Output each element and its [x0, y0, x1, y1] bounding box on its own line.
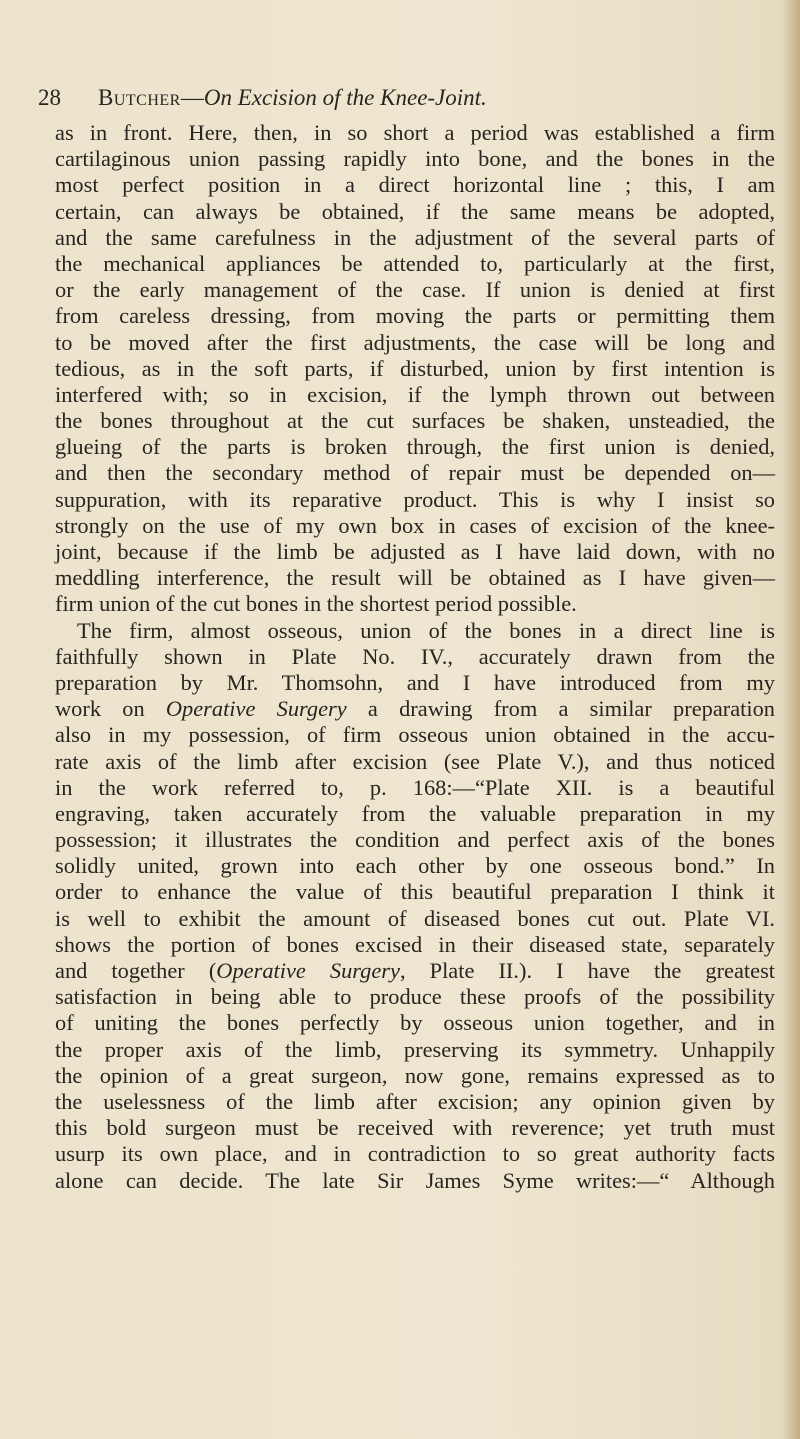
text-line: [55, 199, 775, 225]
text-line: [55, 460, 775, 486]
running-header: [38, 84, 758, 112]
text-segment: firm union of the cut bones in the shortest period possible.: [55, 591, 577, 617]
text-line: [55, 879, 775, 905]
page-number: 28: [38, 85, 61, 110]
text-segment: joint, because if the limb be adjusted as I have laid down, with no: [55, 539, 775, 564]
text-segment: tedious, as in the soft parts, if disturbed, union by first intention is: [55, 355, 775, 381]
text-segment: the uselessness of the limb after excision; any opinion given by: [55, 1088, 775, 1114]
text-line: [55, 513, 775, 539]
text-segment: rate axis of the limb after excision (see Plate V.), and thus noticed: [55, 748, 775, 774]
text-line: [55, 277, 775, 303]
text-line: [55, 172, 775, 198]
text-segment: possession; it illustrates the condition and perfect axis of the bones: [55, 827, 775, 853]
text-segment: is well to exhibit the amount of diseased bones cut out. Plate VI.: [55, 905, 775, 931]
text-segment: this bold surgeon must be received with reverence; yet truth must: [55, 1115, 775, 1141]
text-line: [55, 251, 775, 277]
text-segment: the proper axis of the limb, preserving its symmetry. Unhappily: [55, 1036, 775, 1062]
header-separator: —: [180, 85, 204, 110]
text-line: [55, 749, 775, 775]
text-line: [55, 827, 775, 853]
text-segment: the mechanical appliances be attended to, particularly at the first,: [55, 250, 775, 276]
text-line: [55, 1115, 775, 1141]
text-segment: a drawing from a similar preparation: [346, 696, 775, 722]
text-line: [55, 1141, 775, 1167]
text-segment: and the same carefulness in the adjustment of the several parts of: [55, 224, 775, 250]
text-segment: , Plate II.). I have the greatest: [399, 958, 776, 983]
page-edge-shadow: [784, 0, 800, 1439]
text-line: [55, 722, 775, 748]
text-line: [55, 853, 775, 879]
text-line: [55, 906, 775, 932]
text-segment: or the early management of the case. If union is denied at first: [55, 277, 775, 303]
text-segment: meddling interference, the result will be obtained as I have given—: [55, 565, 775, 591]
text-line: [55, 696, 775, 722]
text-segment: The firm, almost osseous, union of the bones in a direct line is: [77, 617, 775, 643]
text-line: [55, 120, 775, 146]
text-segment: also in my possession, of firm osseous union obtained in the accu-: [55, 722, 775, 748]
text-segment: usurp its own place, and in contradiction to so great authority facts: [55, 1141, 775, 1167]
text-line: [55, 1089, 775, 1115]
text-line: [55, 644, 775, 670]
text-segment: satisfaction in being able to produce these proofs of the possibility: [55, 984, 775, 1010]
text-segment: the opinion of a great surgeon, now gone, remains expressed as to: [55, 1062, 775, 1088]
body-text: [55, 120, 775, 1194]
text-segment: engraving, taken accurately from the valuable preparation in my: [55, 800, 775, 826]
text-line: [55, 1168, 775, 1194]
text-segment: cartilaginous union passing rapidly into bone, and the bones in the: [55, 146, 775, 172]
text-line: [55, 330, 775, 356]
text-line: [55, 356, 775, 382]
text-segment: shows the portion of bones excised in their diseased state, separately: [55, 931, 775, 957]
text-line: [55, 146, 775, 172]
text-segment: most perfect position in a direct horizontal line ; this, I am: [55, 172, 775, 198]
text-line: [55, 225, 775, 251]
text-line: [55, 434, 775, 460]
text-line: [55, 1063, 775, 1089]
text-segment: of uniting the bones perfectly by osseous union together, and in: [55, 1010, 775, 1036]
text-segment: interfered with; so in excision, if the lymph thrown out between: [55, 381, 775, 407]
text-segment: suppuration, with its reparative product. This is why I insist so: [55, 486, 775, 512]
text-segment: strongly on the use of my own box in cases of excision of the knee-: [55, 512, 775, 538]
text-segment: as in front. Here, then, in so short a period was established a firm: [55, 120, 775, 145]
text-line: [55, 382, 775, 408]
text-line: [55, 670, 775, 696]
text-segment: the bones throughout at the cut surfaces be shaken, unsteadied, the: [55, 408, 775, 434]
text-segment: and then the secondary method of repair must be depended on—: [55, 460, 775, 486]
text-segment: faithfully shown in Plate No. IV., accurately drawn from the: [55, 643, 775, 669]
text-segment: alone can decide. The late Sir James Syme writes:—“ Although: [55, 1167, 775, 1193]
text-segment: work on: [55, 696, 166, 722]
text-segment: to be moved after the first adjustments, the case will be long and: [55, 329, 775, 355]
text-segment: and together (: [55, 958, 217, 983]
text-line: [55, 565, 775, 591]
text-segment: from careless dressing, from moving the parts or permitting them: [55, 303, 775, 329]
text-line: [55, 303, 775, 329]
text-line: [55, 408, 775, 434]
header-author: Butcher: [98, 85, 181, 110]
text-line: [55, 958, 775, 984]
text-segment: certain, can always be obtained, if the same means be adopted,: [55, 198, 775, 224]
text-line: [55, 1037, 775, 1063]
text-line: [55, 539, 775, 565]
header-title: On Excision of the Knee-Joint.: [203, 85, 487, 110]
text-line: [55, 932, 775, 958]
text-line: [55, 1010, 775, 1036]
text-segment: preparation by Mr. Thomsohn, and I have introduced from my: [55, 669, 775, 695]
text-line: [55, 775, 775, 801]
text-segment: order to enhance the value of this beautiful preparation I think it: [55, 879, 775, 905]
text-line: [55, 984, 775, 1010]
text-line: [55, 801, 775, 827]
text-segment: in the work referred to, p. 168:—“Plate XII. is a beautiful: [55, 774, 775, 800]
italic-title: Operative Surgery: [216, 958, 400, 983]
text-line: [55, 591, 775, 617]
text-segment: glueing of the parts is broken through, the first union is denied,: [55, 434, 775, 460]
italic-title: Operative Surgery: [165, 696, 347, 722]
text-line: [55, 618, 775, 644]
text-segment: solidly united, grown into each other by one osseous bond.” In: [55, 853, 775, 879]
text-line: [55, 487, 775, 513]
